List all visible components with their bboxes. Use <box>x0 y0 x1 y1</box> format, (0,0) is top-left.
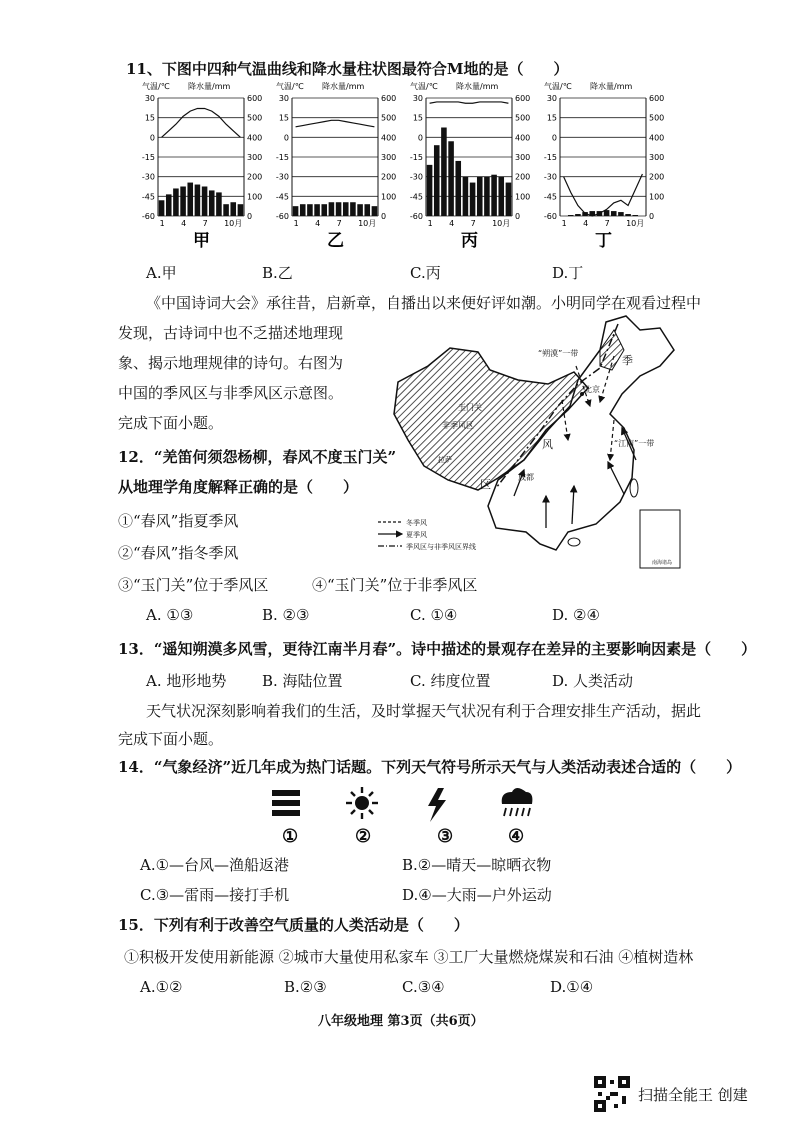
q11-option-b[interactable]: B.乙 <box>262 264 293 282</box>
q12-statement-3: ③“玉门关”位于季风区 <box>118 576 269 594</box>
passage14-line2: 完成下面小题。 <box>118 730 224 748</box>
chart-1-bar <box>357 204 363 216</box>
chart-2-bar <box>498 177 504 216</box>
chart-0-bar <box>195 185 201 216</box>
chart-1-tick-right: 200 <box>381 172 397 182</box>
chart-3-tick-x: 7 <box>604 219 610 228</box>
q15-option-b[interactable]: B.②③ <box>284 978 327 996</box>
weather-symbols-svg <box>268 786 538 826</box>
chart-0-bar <box>173 188 179 216</box>
chart-1-tick-right: 400 <box>381 133 397 143</box>
chart-2-tick-x: 4 <box>449 219 455 228</box>
chart-2-axis-right-title: 降水量/mm <box>456 82 499 91</box>
heavy-rain-icon <box>502 788 533 816</box>
label-chengdu: 成都 <box>518 473 534 482</box>
q12-option-c[interactable]: C. ①④ <box>410 606 458 624</box>
chart-2-bar <box>441 128 447 217</box>
chart-1-tick-right: 0 <box>381 212 387 221</box>
chart-1-tick-left: 15 <box>278 113 289 123</box>
chart-3-tick-right: 500 <box>649 113 665 123</box>
q15-stem: 15．下列有利于改善空气质量的人类活动是（ ） <box>118 916 469 934</box>
chart-0-tick-x: 1 <box>159 219 165 228</box>
chart-1-tick-right: 300 <box>381 153 397 162</box>
beijing-dot <box>580 392 584 396</box>
chart-2-bar <box>470 183 476 216</box>
chart-2-tick-left: 0 <box>417 133 423 143</box>
chart-0-tick-right: 0 <box>247 212 253 221</box>
chart-1-axis-right-title: 降水量/mm <box>322 82 365 91</box>
chart-3-bar <box>575 214 581 216</box>
chart-0-bar <box>216 192 222 216</box>
chart-3-tick-right: 0 <box>649 212 655 221</box>
chart-2-axis-left-title: 气温/℃ <box>410 82 438 91</box>
chart-0-bar <box>209 190 215 216</box>
q12-statement-2: ②“春风”指冬季风 <box>118 544 239 562</box>
q14-option-a[interactable]: A.①—台风—渔船返港 <box>140 856 290 874</box>
chart-2-tick-x: 7 <box>470 219 476 228</box>
chart-2-tick-right: 400 <box>515 133 531 143</box>
q15-option-a[interactable]: A.①② <box>140 978 183 996</box>
label-lasa: 拉萨 <box>438 456 452 464</box>
symbol-num-1: ① <box>282 826 299 847</box>
chart-0-tick-right: 600 <box>247 94 263 103</box>
legend-winter: 冬季风 <box>406 519 427 527</box>
chart-1-bar <box>307 204 313 216</box>
chart-2-tick-x: 10月 <box>492 219 511 228</box>
chart-0-bar <box>180 187 186 217</box>
chart-2-title: 丙 <box>461 231 478 251</box>
chart-1-title: 乙 <box>327 231 344 251</box>
chart-0-tick-x: 4 <box>181 219 187 228</box>
chart-2-bar <box>491 175 497 216</box>
climate-charts-svg <box>138 80 668 260</box>
chart-2-tick-right: 300 <box>515 153 531 162</box>
chart-0-tick-left: -45 <box>141 192 155 202</box>
chart-1-tick-left: -30 <box>275 172 289 182</box>
legend-summer: 夏季风 <box>406 531 427 539</box>
passage12-line2: 发现，古诗词中也不乏描述地理现 <box>118 324 344 342</box>
chart-0-bar <box>230 202 236 216</box>
chart-0-bar <box>238 204 244 216</box>
q12-option-d[interactable]: D. ②④ <box>552 606 600 624</box>
chart-1-tick-right: 100 <box>381 192 397 202</box>
q13-option-b[interactable]: B. 海陆位置 <box>262 672 343 690</box>
chart-1-bar <box>336 202 342 216</box>
chart-3-tick-left: -30 <box>543 172 557 182</box>
chart-0-bar <box>223 204 229 216</box>
qr-code <box>594 1076 630 1112</box>
chart-1-bar <box>314 204 320 216</box>
q14-option-c[interactable]: C.③—雷雨—接打手机 <box>140 886 290 904</box>
chart-0-tick-x: 10月 <box>224 219 243 228</box>
chart-2-bar <box>427 165 433 216</box>
chart-1-tick-left: -15 <box>275 153 289 162</box>
chart-1-bar <box>329 202 335 216</box>
chart-3-title: 丁 <box>595 231 612 251</box>
chart-0-axis-left-title: 气温/℃ <box>142 82 170 91</box>
chart-2-tick-right: 0 <box>515 212 521 221</box>
passage14-line1: 天气状况深刻影响着我们的生活，及时掌握天气状况有利于合理安排生产活动，据此 <box>146 702 702 720</box>
chart-0-tick-left: -30 <box>141 172 155 182</box>
chart-0-bar <box>202 187 208 217</box>
chart-1-tick-x: 1 <box>293 219 299 228</box>
chart-0-bar <box>166 194 172 216</box>
chart-1-bar <box>293 206 299 216</box>
q12-option-b[interactable]: B. ②③ <box>262 606 310 624</box>
label-yumen: 玉门关 <box>458 403 482 412</box>
chart-2-bar <box>463 177 469 216</box>
chart-2-tick-right: 200 <box>515 172 531 182</box>
symbol-num-3: ③ <box>437 826 454 847</box>
chart-0-tick-right: 100 <box>247 192 263 202</box>
q12-option-a[interactable]: A. ①③ <box>146 606 194 624</box>
q13-option-d[interactable]: D. 人类活动 <box>552 672 634 690</box>
legend-boundary: 季风区与非季风区界线 <box>406 543 476 551</box>
chart-0-temp-line <box>162 108 241 137</box>
q11-stem: 11、下图中四种气温曲线和降水量柱状图最符合M地的是（ ） <box>126 60 569 78</box>
chart-3-tick-left: -15 <box>543 153 557 162</box>
chart-3-tick-x: 1 <box>561 219 567 228</box>
q13-stem: 13．“遥知朔漠多风雪，更待江南半月春”。诗中描述的景观存在差异的主要影响因素是（ ） <box>118 640 757 658</box>
chart-2-tick-left: -15 <box>409 153 423 162</box>
chart-1-axis-left-title: 气温/℃ <box>276 82 304 91</box>
q11-option-d[interactable]: D.丁 <box>552 264 584 282</box>
chart-0-tick-right: 500 <box>247 113 263 123</box>
q15-option-d[interactable]: D.①④ <box>550 978 594 996</box>
chart-0-tick-left: 30 <box>144 94 155 103</box>
chart-1-tick-x: 4 <box>315 219 321 228</box>
chart-1-tick-x: 10月 <box>358 219 377 228</box>
chart-3-tick-left: -60 <box>543 212 557 221</box>
chart-3-tick-right: 400 <box>649 133 665 143</box>
q13-option-c[interactable]: C. 纬度位置 <box>410 672 491 690</box>
q14-stem: 14．“气象经济”近几年成为热门话题。下列天气符号所示天气与人类活动表述合适的（ ） <box>118 758 742 776</box>
chart-3-bar <box>632 215 638 216</box>
q11-option-a[interactable]: A.甲 <box>146 264 177 282</box>
chart-2-bar <box>506 183 512 216</box>
chart-2-bar <box>448 141 454 216</box>
symbol-num-2: ② <box>355 826 372 847</box>
chart-3-bar <box>625 214 631 216</box>
q15-option-c[interactable]: C.③④ <box>402 978 445 996</box>
chart-2-tick-right: 500 <box>515 113 531 123</box>
label-beijing: 北京 <box>584 385 600 394</box>
label-fei: 非季风区 <box>442 421 474 430</box>
passage12-line5: 完成下面小题。 <box>118 414 224 432</box>
china-monsoon-map <box>378 310 688 580</box>
q12-statement-1: ①“春风”指夏季风 <box>118 512 239 530</box>
chart-3-temp-line <box>564 174 643 216</box>
chart-3-tick-left: 30 <box>546 94 557 103</box>
page-footer: 八年级地理 第3页（共6页） <box>318 1014 484 1029</box>
chart-3-axis-right-title: 降水量/mm <box>590 82 633 91</box>
typhoon-icon <box>272 790 300 816</box>
chart-2-bar <box>434 145 440 216</box>
lightning-icon <box>428 788 446 822</box>
chart-2-tick-right: 600 <box>515 94 531 103</box>
q14-option-d[interactable]: D.④—大雨—户外运动 <box>402 886 552 904</box>
chart-2-tick-x: 1 <box>427 219 433 228</box>
chart-1-tick-left: -60 <box>275 212 289 221</box>
label-feng: 风 <box>542 438 553 451</box>
chart-2-tick-left: 30 <box>412 94 423 103</box>
label-shuomo: “朔漠”一带 <box>538 349 579 358</box>
chart-2-bar <box>484 177 490 216</box>
q15-statement: ①积极开发使用新能源 ②城市大量使用私家车 ③工厂大量燃烧煤炭和石油 ④植树造林 <box>124 948 694 966</box>
chart-0-bar <box>187 183 193 216</box>
chart-3-tick-left: 15 <box>546 113 557 123</box>
chart-0-tick-right: 400 <box>247 133 263 143</box>
chart-3-tick-left: -45 <box>543 192 557 202</box>
chart-1-tick-left: 30 <box>278 94 289 103</box>
passage12-line3: 象、揭示地理规律的诗句。右图为 <box>118 354 344 372</box>
chart-3-tick-x: 10月 <box>626 219 645 228</box>
chart-1-tick-x: 7 <box>336 219 342 228</box>
chart-1-tick-right: 500 <box>381 113 397 123</box>
chart-2-tick-left: 15 <box>412 113 423 123</box>
q13-option-a[interactable]: A. 地形地势 <box>146 672 227 690</box>
q14-option-b[interactable]: B.②—晴天—晾晒衣物 <box>402 856 552 874</box>
chart-0-axis-right-title: 降水量/mm <box>188 82 231 91</box>
chart-0-tick-right: 300 <box>247 153 263 162</box>
label-qu: 区 <box>480 478 491 491</box>
inset-label: 南海诸岛 <box>652 560 673 566</box>
chart-0-tick-x: 7 <box>202 219 208 228</box>
chart-3-axis-left-title: 气温/℃ <box>544 82 572 91</box>
chart-2-tick-left: -60 <box>409 212 423 221</box>
chart-2-bar <box>477 177 483 216</box>
qr-code-icon <box>594 1076 630 1112</box>
chart-3-tick-right: 100 <box>649 192 665 202</box>
china-map-svg <box>378 310 688 580</box>
chart-0-tick-left: 15 <box>144 113 155 123</box>
chart-2-tick-right: 100 <box>515 192 531 202</box>
climate-charts <box>138 80 668 260</box>
chart-1-bar <box>343 202 349 216</box>
q11-option-c[interactable]: C.丙 <box>410 264 441 282</box>
symbol-num-4: ④ <box>508 826 525 847</box>
label-jiangnan: “江南”一带 <box>614 439 655 448</box>
chart-3-tick-right: 200 <box>649 172 665 182</box>
chart-1-tick-right: 600 <box>381 94 397 103</box>
chart-3-bar <box>618 212 624 216</box>
chart-2-tick-left: -45 <box>409 192 423 202</box>
weather-symbols <box>268 786 538 826</box>
chart-1-bar <box>350 202 356 216</box>
sun-icon <box>346 787 378 819</box>
q12-statement-4: ④“玉门关”位于非季风区 <box>312 576 478 594</box>
chart-3-tick-x: 4 <box>583 219 589 228</box>
chart-1-bar <box>300 204 306 216</box>
chart-1-temp-line <box>296 120 375 127</box>
chart-0-tick-right: 200 <box>247 172 263 182</box>
chart-1-bar <box>364 204 370 216</box>
q12-stem-line2: 从地理学角度解释正确的是（ ） <box>118 478 359 496</box>
chart-1-bar <box>321 204 327 216</box>
chart-1-bar <box>372 206 378 216</box>
label-ji: 季 <box>622 354 633 367</box>
chart-3-bar <box>568 215 574 216</box>
passage12-line1: 《中国诗词大会》承往昔，启新章，自播出以来便好评如潮。小明同学在观看过程中 <box>146 294 702 312</box>
chart-0-tick-left: -15 <box>141 153 155 162</box>
chart-1-tick-left: 0 <box>283 133 289 143</box>
chart-0-title: 甲 <box>193 231 210 251</box>
chart-0-tick-left: 0 <box>149 133 155 143</box>
chart-0-tick-left: -60 <box>141 212 155 221</box>
chart-3-tick-right: 300 <box>649 153 665 162</box>
q12-stem-line1: 12．“羌笛何须怨杨柳，春风不度玉门关” <box>118 448 397 466</box>
chart-3-tick-left: 0 <box>551 133 557 143</box>
chart-2-temp-line <box>430 102 509 103</box>
chart-1-tick-left: -45 <box>275 192 289 202</box>
chart-3-bar <box>611 211 617 216</box>
scanner-brand: 扫描全能王 创建 <box>638 1086 748 1104</box>
chart-0-bar <box>159 200 165 216</box>
chart-3-tick-right: 600 <box>649 94 665 103</box>
chart-2-tick-left: -30 <box>409 172 423 182</box>
chart-2-bar <box>455 161 461 216</box>
passage12-line4: 中国的季风区与非季风区示意图。 <box>118 384 344 402</box>
